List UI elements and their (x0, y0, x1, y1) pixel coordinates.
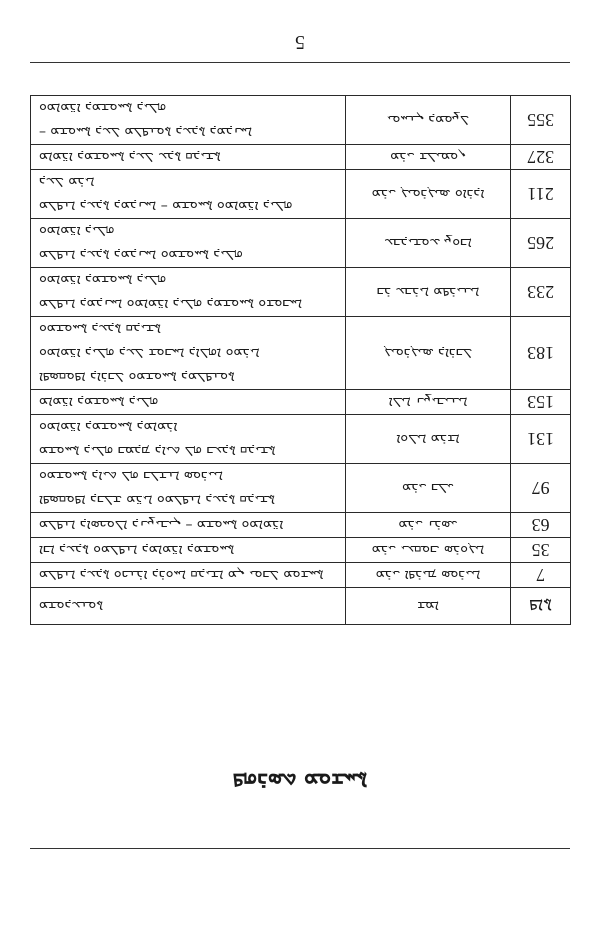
table-row (31, 464, 571, 513)
row-description (31, 219, 346, 268)
row-page-number: 355 (511, 96, 571, 145)
table-body (31, 96, 571, 588)
row-page-number: 265 (511, 219, 571, 268)
row-name: ܡܪܝ ܓܝܘܪܓܝܣ ܘܐܪܕܐ (345, 170, 510, 219)
row-name: ܡܪܝ ܒܠܝ (345, 464, 510, 513)
row-name: ܐܠܝܐ ܢܨܝܒܝܢܝܐ (345, 390, 510, 415)
row-page-number: 153 (511, 390, 571, 415)
row-description (31, 268, 346, 317)
description-line: ܘܡܫܘܚܬܐ ܕܐܝܬ ܠܗ ܒܠܫܢܐ ܣܘܪܝܝܐ (39, 468, 223, 484)
description-line: ܡܠܦܢܐ ܕܐܣܟܘܠܐ ܕܢܨܝܒܝܢ – ܡܫܘܚܬܐ ܘܡܐܡܪ̈ܐ (39, 517, 284, 533)
row-description (31, 170, 346, 219)
row-page-number: 233 (511, 268, 571, 317)
table-row (31, 219, 571, 268)
description-line: ܐܒܐ ܕܥܕܬܐ ܘܡܠܦܢܐ ܕܡܐܡܪ̈ܐ ܕܡܫܘܚܬܐ (39, 542, 235, 558)
description-line: ܡܠܦܢܐ ܕܡܕܢܚܐ ܘܡܐܡܪ̈ܐ ܕܝܠܗ ܕܡܫܘܚܬܐ ܘܫܘܒܚܐ (39, 296, 303, 312)
description-line: ܐܦܣܩܘܦܐ ܕܒܠܫ ܡܪ̈ܝܐ ܘܡܠܦܢܐ ܕܥܕܬܐ ܩܕܝܫܬܐ (39, 492, 275, 508)
row-name: ܥܒܕܝܫܘܥ ܨܘܒܐ (345, 219, 510, 268)
table-header-row (31, 588, 571, 625)
table-row (31, 96, 571, 145)
row-description (31, 317, 346, 390)
row-description (31, 538, 346, 563)
row-page-number: 97 (511, 464, 571, 513)
description-line: ܡܫܘܚܬܐ ܕܝܠܗ ܒܡܕܡ ܕܐܝܬ ܠܗ ܒܥܕܬܐ ܩܕܝܫܬܐ (39, 443, 276, 459)
row-name: ܡܪܝ ܐܦܪܝܡ ܣܘܪܝܝܐ (345, 563, 510, 588)
row-page-number: 7 (511, 563, 571, 588)
bottom-rule (30, 848, 570, 849)
top-rule (30, 62, 570, 63)
description-line: ܕܥܠ ܡܪܝܐ (39, 174, 95, 190)
row-name: ܐܘܠܝܐ ܡܪܫܐ (345, 415, 510, 464)
row-name: ܝܘܚܢܢ ܕܡܘܨܠ (345, 96, 510, 145)
table-row (31, 513, 571, 538)
description-line: ܘܡܐܡܪ̈ܐ ܕܡܫܘܚܬܐ ܕܝܠܗ (39, 100, 167, 116)
table-row (31, 145, 571, 170)
description-line: ܘܡܐܡܪ̈ܐ ܕܡܫܘܚܬܐ ܕܡܐܡܪܐ (39, 419, 178, 435)
row-description (31, 464, 346, 513)
table-row (31, 317, 571, 390)
description-line: – ܡܫܘܚܬܐ ܕܥܠ ܡܠܦܢܘܬܐ ܕܥܕܬܐ ܕܡܕܢܚܐ (39, 124, 253, 140)
row-description (31, 563, 346, 588)
contents-table (30, 95, 571, 625)
section-title: ܦܗܪܣܬ ܡܘܫܚܬܐ (232, 768, 368, 794)
description-line: ܘܡܐܡܪ̈ܐ ܕܝܠܗ (39, 223, 115, 239)
row-page-number: 211 (511, 170, 571, 219)
table-row (31, 170, 571, 219)
description-line: ܡܐܡܪ̈ܐ ܕܡܫܘܚܬܐ ܕܥܠ ܥܕܬܐ ܩܕܝܫܬܐ (39, 149, 221, 165)
row-name: ܡܪܝ ܝܥܩܘܒ ܣܪܘܓܝܐ (345, 538, 510, 563)
table-row (31, 390, 571, 415)
table-row (31, 268, 571, 317)
row-page-number: 35 (511, 538, 571, 563)
row-description (31, 96, 346, 145)
row-description (31, 415, 346, 464)
header-page: ܦܐܬܐ (511, 588, 571, 625)
description-line: ܡܠܦܢܐ ܕܥܕܬܐ ܕܡܕܢܚܐ ܘܡܫܘܚܬܐ ܕܝܠܗ (39, 247, 243, 263)
table-row (31, 563, 571, 588)
row-description (31, 390, 346, 415)
table-row (31, 538, 571, 563)
row-description (31, 145, 346, 170)
description-line: ܘܡܐܡܪ̈ܐ ܕܡܫܘܚܬܐ ܕܝܠܗ (39, 272, 167, 288)
page-number: 5 (295, 31, 305, 53)
description-line: ܡܠܦܢܐ ܕܥܕܬܐ ܕܡܕܢܚܐ – ܡܫܘܚܬܐ ܘܡܐܡܪ̈ܐ ܕܝܠܗ (39, 198, 293, 214)
description-line: ܘܡܐܡܪ̈ܐ ܕܝܠܗ ܕܥܠ ܫܘܒܚܐ ܕܐܠܗܐ ܘܡܪܝܐ (39, 345, 260, 361)
row-page-number: 183 (511, 317, 571, 390)
table-row (31, 415, 571, 464)
row-page-number: 63 (511, 513, 571, 538)
row-name: ܒܪ ܥܒܪܝܐ ܡܦܪܝܢܝܐ (345, 268, 510, 317)
description-line: ܡܐܡܪ̈ܐ ܕܡܫܘܚܬܐ ܕܝܠܗ (39, 394, 159, 410)
row-description (31, 513, 346, 538)
row-page-number: 131 (511, 415, 571, 464)
row-name: ܡܪܝ ܢܪܣܝ (345, 513, 510, 538)
header-name: ܫܡܐ (345, 588, 510, 625)
description-line: ܘܡܫܘܚܬܐ ܕܥܕܬܐ ܩܕܝܫܬܐ (39, 321, 161, 337)
header-description: ܡܫܘܕܥܢܘܬܐ (31, 588, 346, 625)
description-line: ܡܠܦܢܐ ܕܥܕܬܐ ܘܟܢܪܐ ܕܪܘܚܐ ܩܕܝܫܐ ܡܢ ܝܘܒܠ ܡܘܫܚܬܐ (39, 567, 324, 583)
row-name: ܡܪܝ ܫܠܝܡܘܢ (345, 145, 510, 170)
row-name: ܓܝܘܪܓܝܣ ܕܐܪܒܠ (345, 317, 510, 390)
row-page-number: 327 (511, 145, 571, 170)
description-line: ܐܦܣܩܘܦܐ ܕܐܪܒܠ ܘܡܫܘܚܬܐ ܕܡܠܦܢܘܬܐ (39, 369, 235, 385)
